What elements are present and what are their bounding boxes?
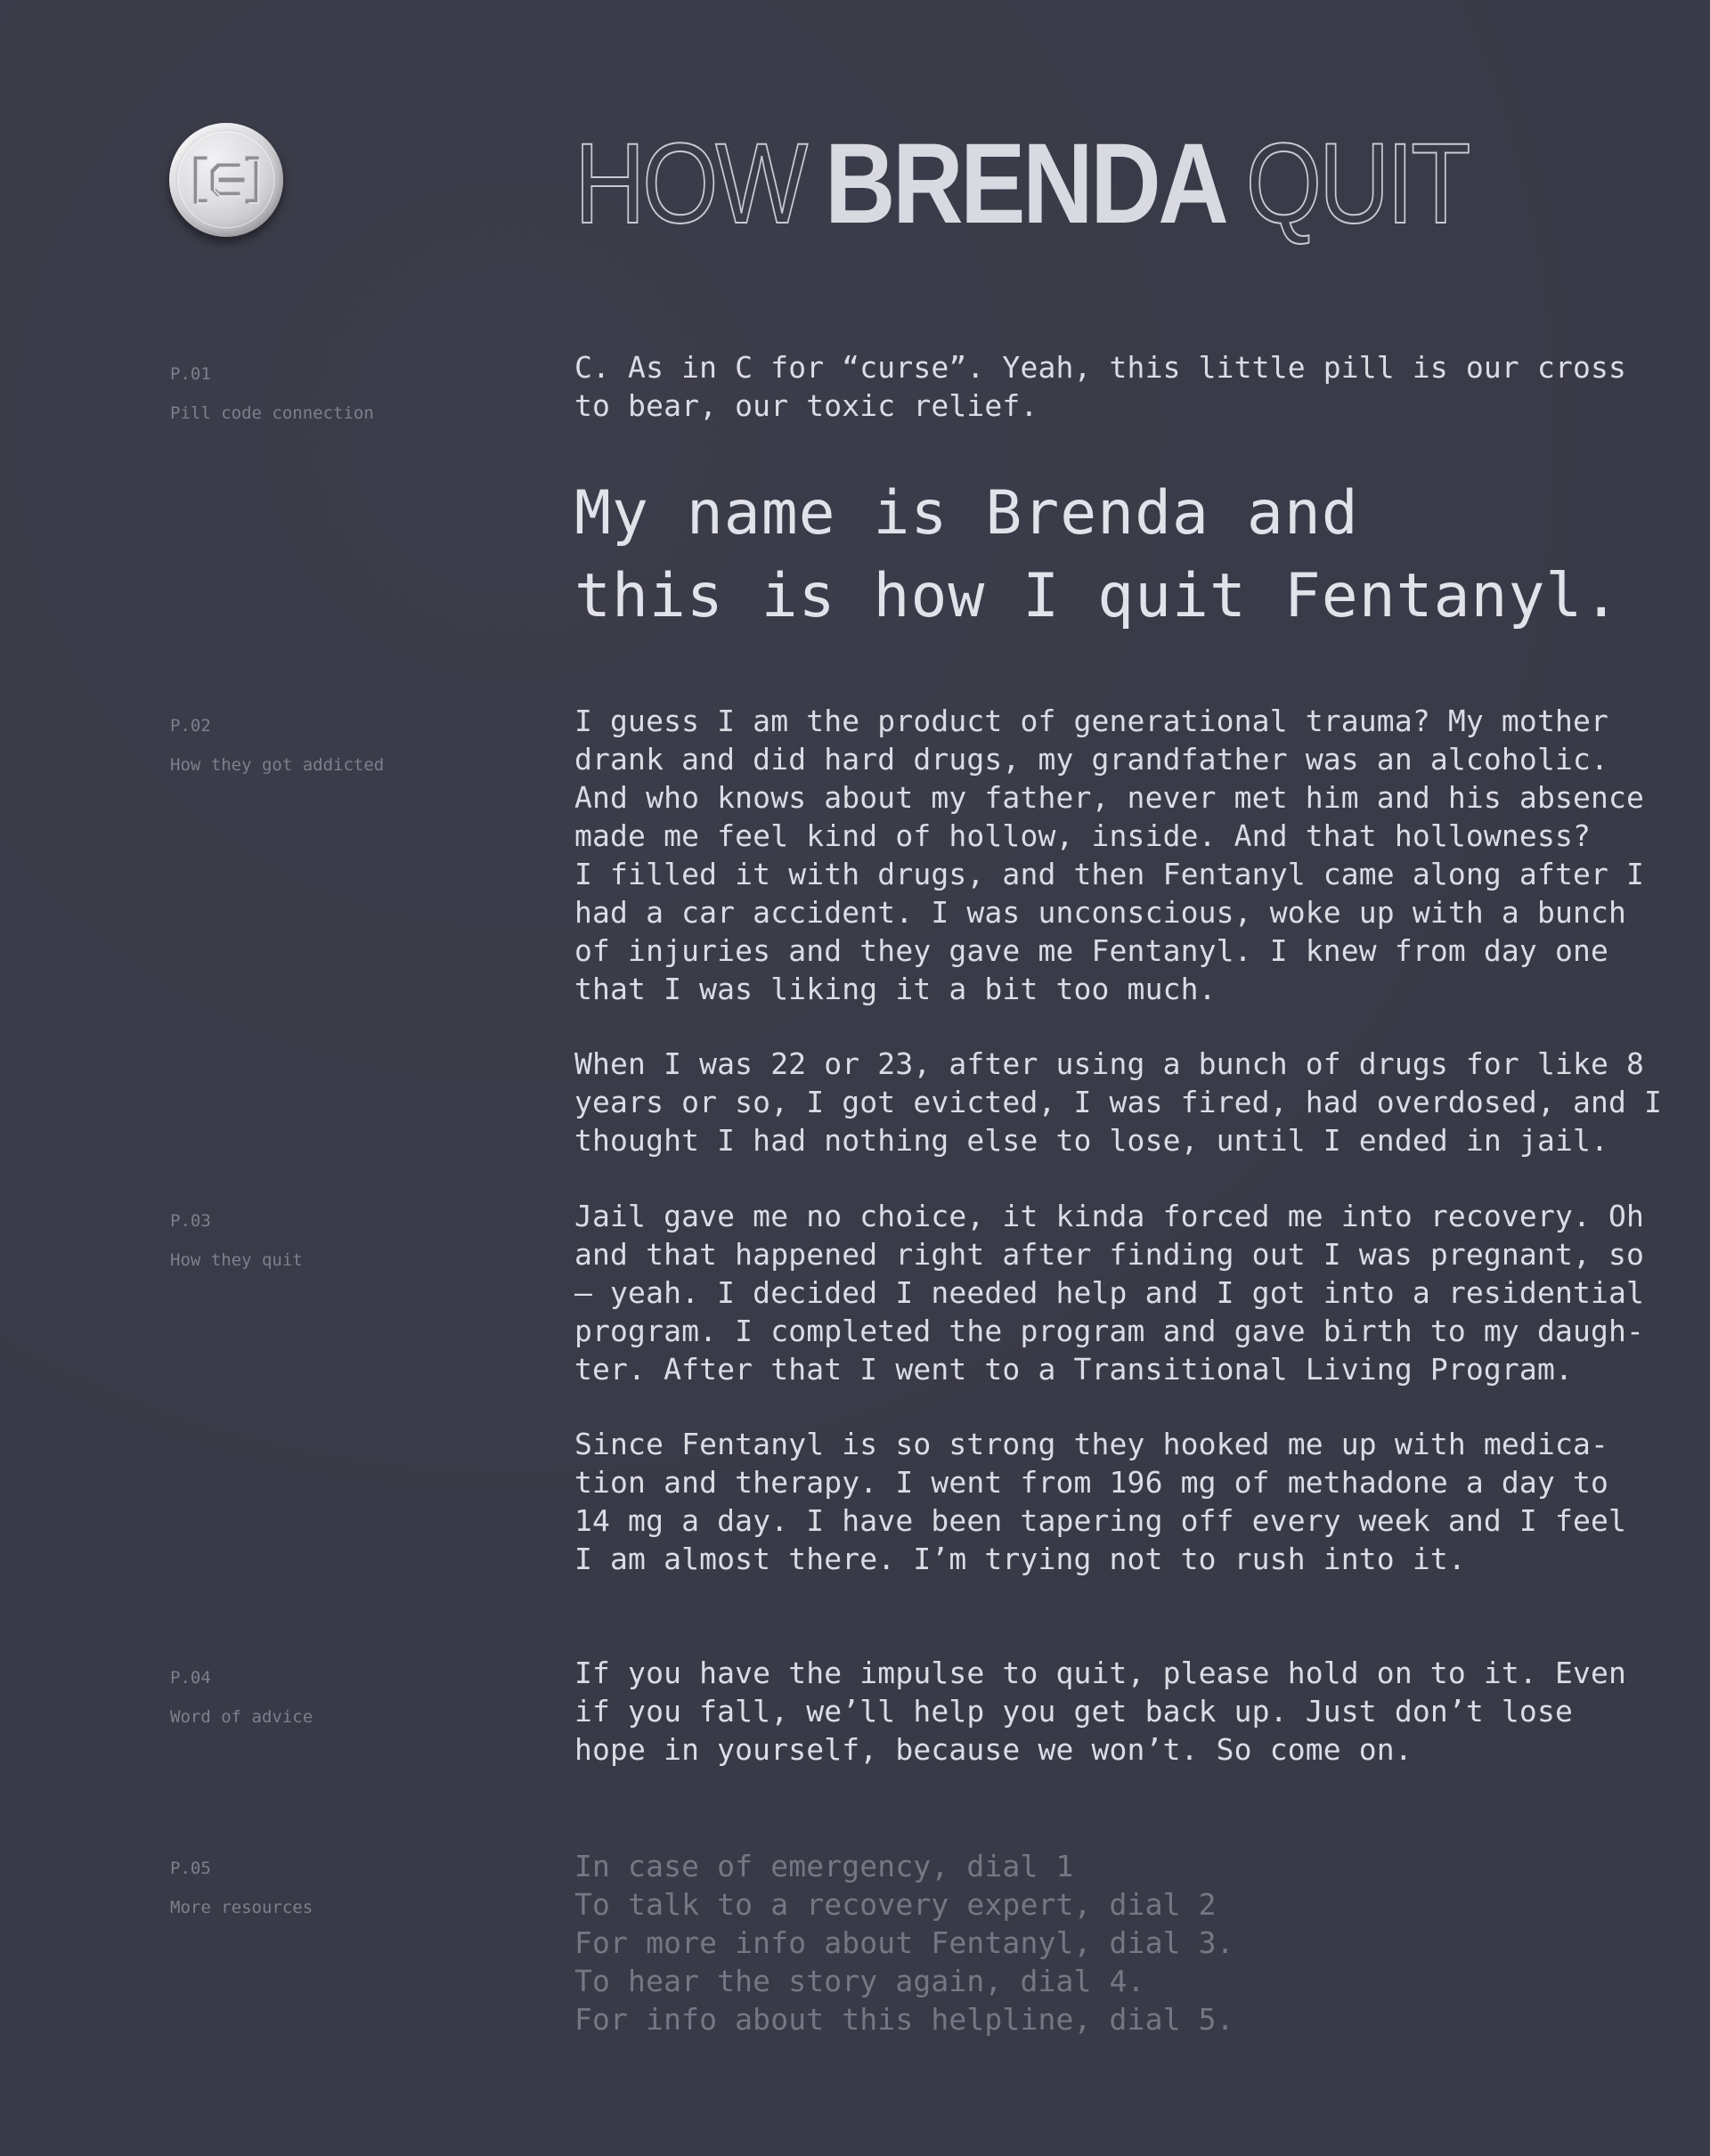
section-title: More resources (170, 1898, 314, 1917)
section-title: Pill code connection (170, 403, 374, 423)
title-word-how: HOW (574, 120, 805, 248)
section-code: P.02 (170, 716, 211, 736)
recovery-paragraph-2: Since Fentanyl is so strong they hooked me up with medica- tion and therapy. I went from 196 mg of methadone a day to 14 mg a day. I have been tapering off every week and I feel I am almost there. I’m trying not to rush into it. (574, 1427, 1627, 1576)
page-title (574, 120, 1468, 248)
story-paragraph-2: When I was 22 or 23, after using a bunch of drugs for like 8 years or so, I got evicted, I was fired, had overdosed, and I thought I had nothing else to lose, until I ended in jail. (574, 1046, 1663, 1158)
section-label-p01 (170, 354, 374, 433)
pill-logo (169, 123, 283, 237)
recovery-paragraph-1: Jail gave me no choice, it kinda forced me into recovery. Oh and that happened right after finding out I was pregnant, so – yeah. I decided I needed help and I got into a residential program. I completed the program and gave birth to my daugh- ter. After that I went to a Transitional Living Program. (574, 1199, 1645, 1387)
section-label-p04 (170, 1658, 313, 1737)
story-paragraph-1: I guess I am the product of generational trauma? My mother drank and did hard drugs, my grandfather was an alcoholic. And who knows about my father, never met him and his absence made me feel kind of hollow, inside. And that hollowness? I filled it with drugs, and then Fentanyl came along after I had a car accident. I was unconscious, woke up with a bunch of injuries and they gave me Fentanyl. I knew from day one that I was liking it a bit too much. (574, 704, 1645, 1006)
resources-list: In case of emergency, dial 1 To talk to a recovery expert, dial 2 For more info about Fentanyl, dial 3. To hear the story again, dial 4. For info about this helpline, dial 5. (574, 1849, 1234, 2037)
section-title: How they quit (170, 1250, 303, 1270)
title-word-quit: QUIT (1245, 120, 1468, 248)
advice-paragraph: If you have the impulse to quit, please hold on to it. Even if you fall, we’ll help you get back up. Just don’t lose hope in yourself, because we won’t. So come on. (574, 1656, 1627, 1767)
section-title: Word of advice (170, 1707, 314, 1727)
section-code: P.01 (170, 364, 211, 384)
headline: My name is Brenda and this is how I quit Fentanyl. (574, 478, 1621, 631)
section-code: P.04 (170, 1668, 211, 1688)
section-code: P.03 (170, 1211, 211, 1231)
section-title: How they got addicted (170, 755, 385, 775)
section-code: P.05 (170, 1859, 211, 1878)
section-label-p03 (170, 1201, 303, 1280)
section-label-p02 (170, 706, 384, 785)
pill-c-imprint-icon (169, 123, 283, 237)
intro-text: C. As in C for “curse”. Yeah, this little pill is our cross to bear, our toxic relief. (574, 350, 1627, 423)
title-word-brenda: BRENDA (825, 120, 1226, 248)
section-label-p05 (170, 1849, 313, 1927)
